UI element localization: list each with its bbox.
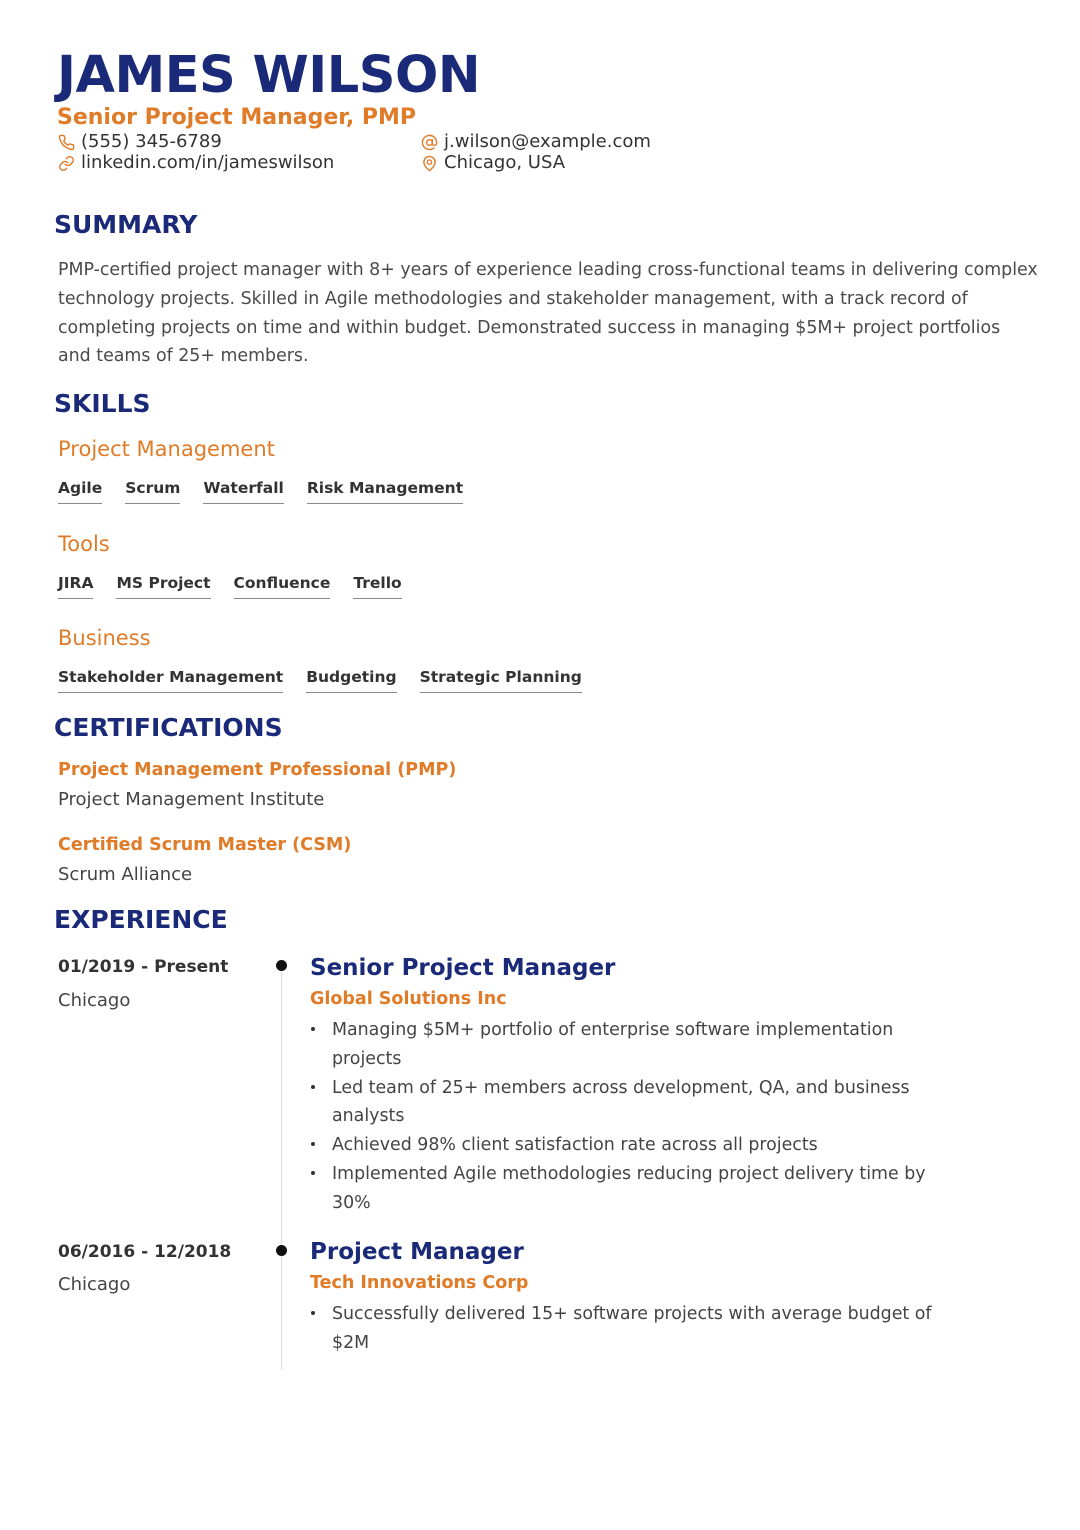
skill-category-tools: Tools [58,532,110,556]
job-bullet: Managing $5M+ portfolio of enterprise software implementation projects [310,1016,950,1074]
job-dates: 01/2019 - Present [58,957,229,977]
location-pin-icon [421,155,438,172]
contact-linkedin-text: linkedin.com/in/jameswilson [81,152,335,173]
certification-name: Certified Scrum Master (CSM) [58,835,352,855]
skill-tag: Confluence [234,575,331,599]
job-dates: 06/2016 - 12/2018 [58,1242,232,1262]
certification-issuer: Scrum Alliance [58,864,193,885]
candidate-title: Senior Project Manager, PMP [57,105,417,130]
job-bullet: Successfully delivered 15+ software projects with average budget of $2M [310,1300,950,1358]
skill-list-business [58,669,582,693]
contact-location-text: Chicago, USA [444,152,566,173]
job-company: Global Solutions Inc [310,989,507,1009]
phone-icon [58,134,75,151]
timeline-line [281,967,282,1370]
contact-phone [58,133,222,151]
job-location: Chicago [58,990,131,1011]
skill-category-business: Business [58,626,151,650]
job-bullet: Achieved 98% client satisfaction rate across all projects [310,1131,950,1160]
skill-tag: Waterfall [203,480,283,504]
candidate-name: JAMES WILSON [57,46,481,105]
contact-email[interactable] [421,133,651,151]
skill-tag: Stakeholder Management [58,669,283,693]
job-role: Project Manager [310,1239,524,1265]
skill-category-project-management: Project Management [58,437,275,461]
skill-tag: Risk Management [307,480,463,504]
skill-tag: Agile [58,480,102,504]
skill-tag: JIRA [58,575,93,599]
summary-text: PMP-certified project manager with 8+ years of experience leading cross-functional teams in delivering complex technology projects. Skilled in Agile methodologies and stakeholder management, with a track record of completing projects on time and within budget. Demonstrated success in managing $5M+ project portfolios and teams of 25+ members. [58,260,1038,367]
at-sign-icon [421,134,438,151]
summary-heading: SUMMARY [54,210,198,239]
link-icon [58,155,75,172]
experience-heading: EXPERIENCE [54,905,228,934]
skill-tag: MS Project [116,575,210,599]
skill-list-project-management [58,480,463,504]
contact-phone-text: (555) 345-6789 [81,131,222,152]
skills-heading: SKILLS [54,389,151,418]
contact-linkedin[interactable] [58,154,334,172]
job-location: Chicago [58,1274,131,1295]
timeline-dot-icon [276,1245,287,1256]
job-company: Tech Innovations Corp [310,1273,529,1293]
contact-location [421,154,565,172]
job-bullets [310,1016,950,1218]
skill-tag: Budgeting [306,669,396,693]
job-bullets [310,1300,950,1358]
job-role: Senior Project Manager [310,955,616,981]
skill-list-tools [58,575,402,599]
timeline-dot-icon [276,960,287,971]
certification-issuer: Project Management Institute [58,789,325,810]
contact-email-text: j.wilson@example.com [444,131,651,152]
skill-tag: Strategic Planning [420,669,582,693]
job-bullet: Led team of 25+ members across development, QA, and business analysts [310,1074,950,1132]
skill-tag: Scrum [125,480,180,504]
certification-name: Project Management Professional (PMP) [58,760,457,780]
certifications-heading: CERTIFICATIONS [54,713,283,742]
skill-tag: Trello [353,575,401,599]
job-bullet: Implemented Agile methodologies reducing project delivery time by 30% [310,1160,950,1218]
